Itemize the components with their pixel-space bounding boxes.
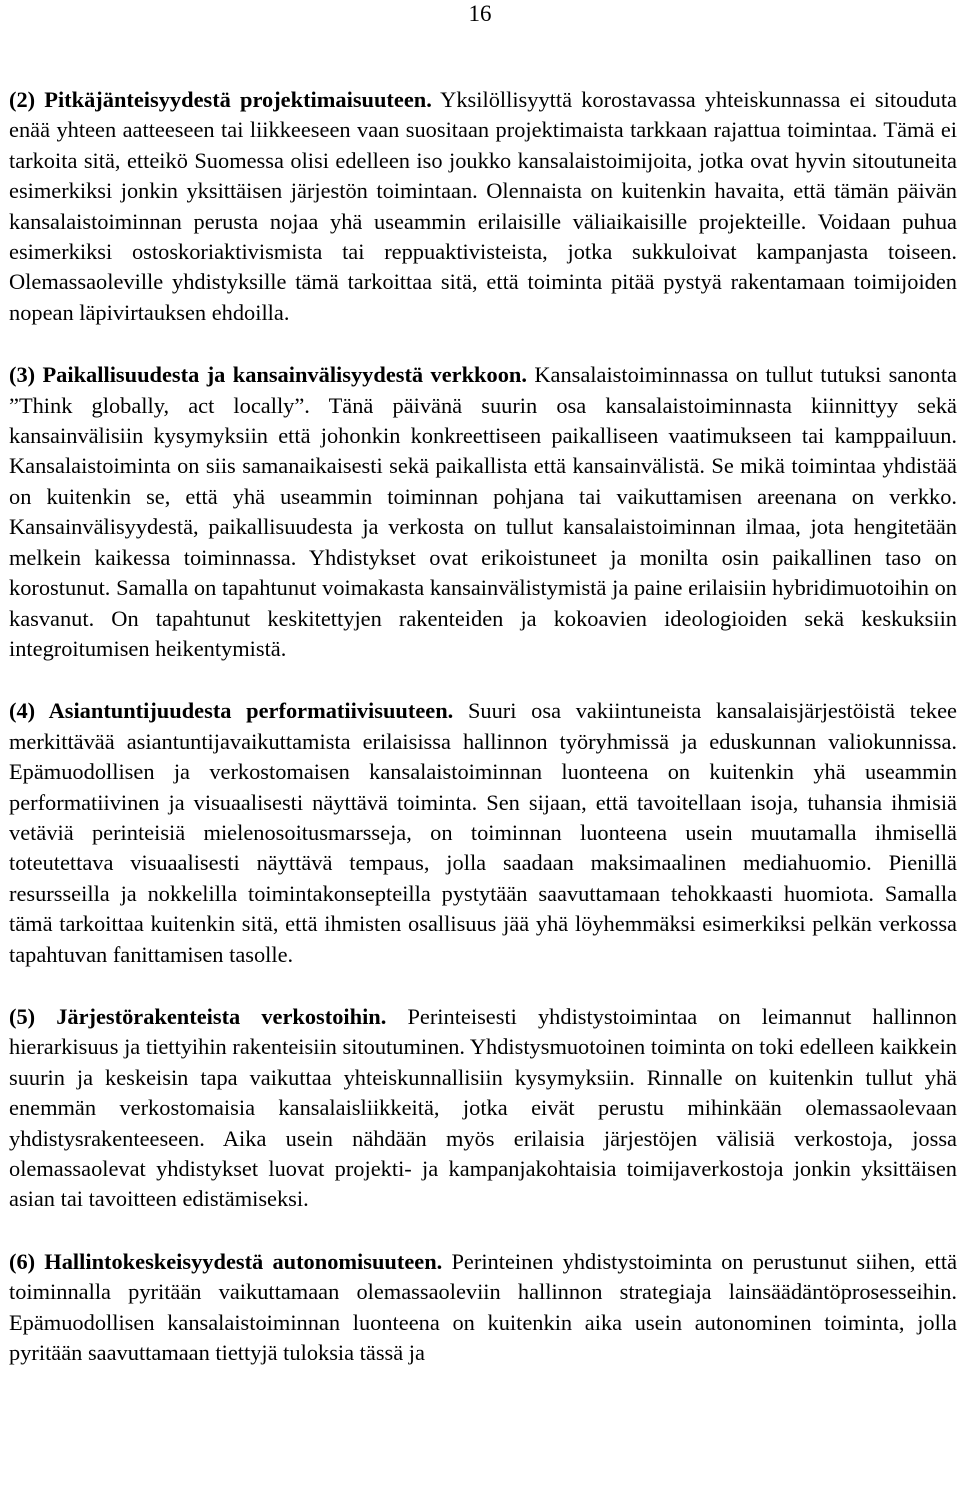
paragraph-text: Perinteisesti yhdistystoimintaa on leimannut hallinnon hierarkisuus ja tiettyihin rakenteisiin sitoutuminen. Yhdistysmuotoinen toiminta on toki edelleen kaikkein suurin ja keskeisin tapa vaikuttaa yhteiskunnallisiin kysymyksiin. Rinnalle on kuitenkin tullut yhä enemmän verkostomaisia kansalaisliikkeitä, jotka eivät perustu mihinkään olemassaolevaan yhdistysrakenteeseen. Aika usein nähdään myös erilaisia järjestöjen välisiä verkostoja, jossa olemassaolevat yhdistykset luovat projekti- ja kampanjakohtaisia toimijaverkostoja jonkin yksittäisen asian tai tavoitteen edistämiseksi. — [9, 1003, 957, 1212]
page-number: 16 — [468, 1, 492, 26]
paragraph-project-based — [9, 85, 957, 328]
paragraph-text: Yksilöllisyyttä korostavassa yhteiskunnassa ei sitouduta enää yhteen aatteeseen tai liikkeeseen vaan suositaan projektimaista tarkkaan rajattua toimintaa. Tämä ei tarkoita sitä, etteikö Suomessa olisi edelleen iso joukko kansalaistoimijoita, jotka ovat hyvin sitoutuneita esimerkiksi jonkin yksittäisen järjestön toimintaan. Olennaista on kuitenkin havaita, että tämän päivän kansalaistoiminnan perusta nojaa yhä useammin erilaisille väliaikaisille projekteille. Voidaan puhua esimerkiksi ostoskoriaktivismista tai reppuaktivisteista, jotka sukkuloivat kampanjasta toiseen. Olemassaoleville yhdistyksille tämä tarkoittaa sitä, että toiminta pitää pystyä rakentamaan toimijoiden nopean läpivirtauksen ehdoilla. — [9, 87, 957, 325]
paragraph-text: Kansalaistoiminnassa on tullut tutuksi sanonta ”Think globally, act locally”. Tänä päivänä suurin osa kansalaistoiminnasta kiinnittyy sekä kansainvälisiin kysymyksiin että johonkin konkreettiseen paikalliseen vaatimukseen tai kamppailuun. Kansalaistoiminta on siis samanaikaisesti sekä paikallista että kansainvälistä. Se mikä toimintaa yhdistää on kuitenkin se, että yhä useammin toiminnan pohjana tai vaikuttamisen areenana on verkko. Kansainvälisyydestä, paikallisuudesta ja verkosta on tullut kansalaistoiminnan ilmaa, jota hengitetään melkein kaikessa toiminnassa. Yhdistykset ovat erikoistuneet ja monilta osin paikallinen taso on korostunut. Samalla on tapahtunut voimakasta kansainvälistymistä ja paine erilaisiin hybridimuotoihin on kasvanut. On tapahtunut keskitettyjen rakenteiden ja kokoavien ideologioiden sekä keskuksiin integroitumisen heikentymistä. — [9, 362, 957, 661]
document-body — [9, 85, 957, 1400]
paragraph-text: Suuri osa vakiintuneista kansalaisjärjestöistä tekee merkittävää asiantuntijavaikuttamista erilaisissa hallinnon työryhmissä ja eduskunnan valiokunnissa. Epämuodollisen ja verkostomaisen kansalaistoiminnan luonteena on kuitenkin yhä useammin performatiivinen ja visuaalisesti näyttävä toiminta. Sen sijaan, että tavoitellaan isoja, tuhansia ihmisiä vetäviä perinteisiä mielenosoitusmarsseja, on toiminnan luonteena usein muutamalla ihmisellä toteutettava visuaalisesti näyttävä tempaus, jolla saadaan maksimaalinen mediahuomio. Pienillä resursseilla ja nokkelilla toimintakonsepteilla pystytään saavuttamaan tehokkaasti huomiota. Samalla tämä tarkoittaa kuitenkin sitä, että ihmisten osallisuus jää yhä löyhemmäksi esimerkiksi pelkän verkossa tapahtuvan fanittamisen tasolle. — [9, 698, 957, 967]
paragraph-networks — [9, 1002, 957, 1215]
paragraph-performativity — [9, 696, 957, 970]
paragraph-autonomy — [9, 1247, 957, 1369]
paragraph-heading: (3) Paikallisuudesta ja kansainvälisyydestä verkkoon. — [9, 362, 527, 388]
paragraph-heading: (6) Hallintokeskeisyydestä autonomisuuteen. — [9, 1248, 443, 1274]
paragraph-network — [9, 360, 957, 664]
paragraph-heading: (5) Järjestörakenteista verkostoihin. — [9, 1003, 387, 1029]
paragraph-heading: (4) Asiantuntijuudesta performatiivisuuteen. — [9, 698, 454, 724]
paragraph-heading: (2) Pitkäjänteisyydestä projektimaisuuteen. — [9, 87, 432, 112]
paragraph-text: Perinteinen yhdistystoiminta on perustunut siihen, että toiminnalla pyritään vaikuttamaan olemassaoleviin hallinnon strategiaja lainsäädäntöprosesseihin. Epämuodollisen kansalaistoiminnan luonteena on kuitenkin aika usein autonominen toiminta, jolla pyritään saavuttamaan tiettyjä tuloksia tässä ja — [9, 1248, 958, 1366]
